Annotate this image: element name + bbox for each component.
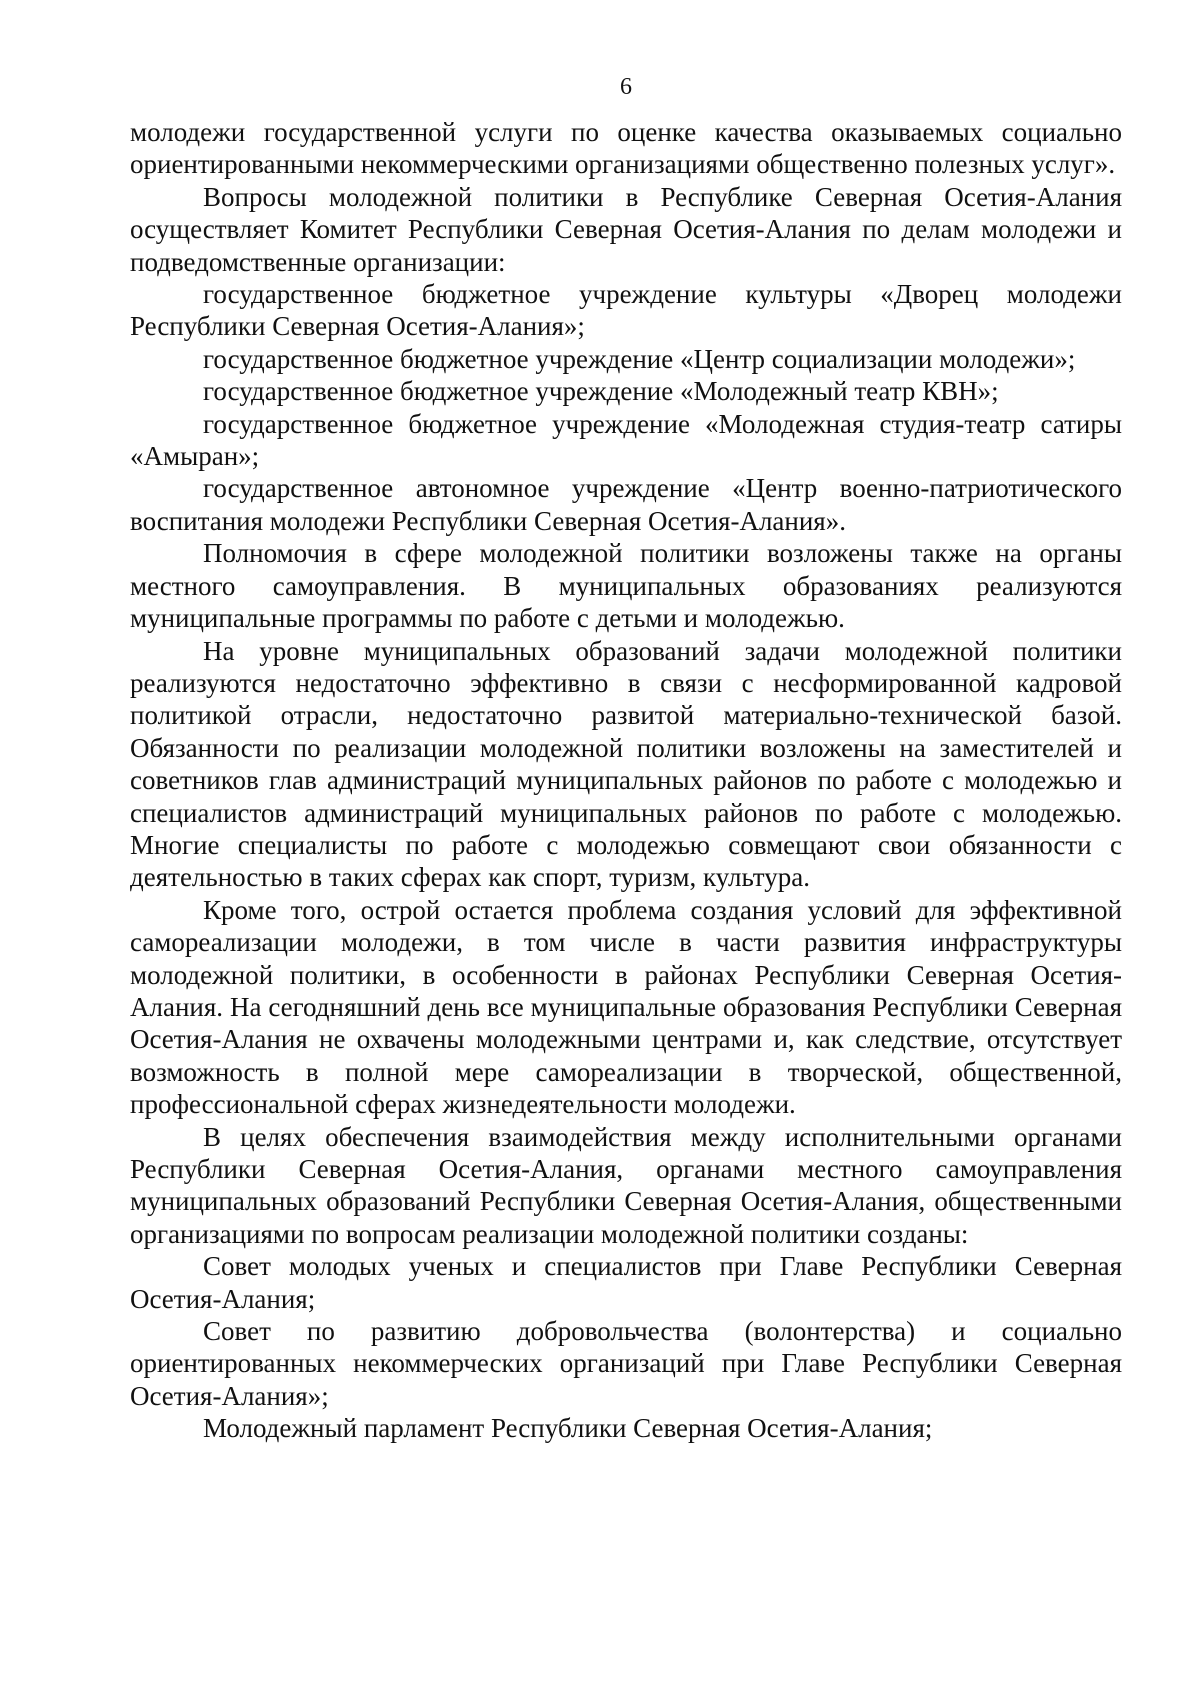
paragraph-continuation: молодежи государственной услуги по оценке качества оказываемых социально ориентированными некоммерческими организациями общественно полезных услуг». xyxy=(130,117,1122,180)
list-item-council: Совет по развитию добровольчества (волонтерства) и социально ориентированных некоммерческих организаций при Главе Республики Северная Осетия-Алания»; xyxy=(130,1316,1122,1411)
paragraph: На уровне муниципальных образований задачи молодежной политики реализуются недостаточно эффективно в связи с несформированной кадровой политикой отрасли, недостаточно развитой материально-технической базой. Обязанности по реализации молодежной политики возложены на заместителей и советников глав администраций муниципальных районов по работе с молодежью и специалистов администраций муниципальных районов по работе с молодежью. Многие специалисты по работе с молодежью совмещают свои обязанности с деятельностью в таких сферах как спорт, туризм, культура. xyxy=(130,635,1122,893)
document-body xyxy=(130,116,1122,1445)
list-item-council: Молодежный парламент Республики Северная Осетия-Алания; xyxy=(203,1413,933,1444)
list-item-council: Совет молодых ученых и специалистов при Главе Республики Северная Осетия-Алания; xyxy=(130,1251,1122,1314)
paragraph: Вопросы молодежной политики в Республике Северная Осетия-Алания осуществляет Комитет Республики Северная Осетия-Алания по делам молодежи и подведомственные организации: xyxy=(130,181,1122,277)
list-item-organization: государственное бюджетное учреждение «Молодежная студия-театр сатиры «Амыран»; xyxy=(130,408,1122,472)
list-item-organization: государственное бюджетное учреждение культуры «Дворец молодежи Республики Северная Осетия-Алания»; xyxy=(130,279,1122,342)
list-item-organization: государственное автономное учреждение «Центр военно-патриотического воспитания молодежи Республики Северная Осетия-Алания». xyxy=(130,473,1122,536)
list-item-organization: государственное бюджетное учреждение «Центр социализации молодежи»; xyxy=(203,343,1076,374)
paragraph: В целях обеспечения взаимодействия между исполнительными органами Республики Северная Осетия-Алания, органами местного самоуправления муниципальных образований Республики Северная Осетия-Алания, общественными организациями по вопросам реализации молодежной политики созданы: xyxy=(130,1121,1122,1249)
paragraph: Полномочия в сфере молодежной политики возложены также на органы местного самоуправления. В муниципальных образованиях реализуются муниципальные программы по работе с детьми и молодежью. xyxy=(130,538,1122,634)
paragraph: Кроме того, острой остается проблема создания условий для эффективной самореализации молодежи, в том числе в части развития инфраструктуры молодежной политики, в особенности в районах Республики Северная Осетия-Алания. На сегодняшний день все муниципальные образования Республики Северная Осетия-Алания не охвачены молодежными центрами и, как следствие, отсутствует возможность в полной мере самореализации в творческой, общественной, профессиональной сферах жизнедеятельности молодежи. xyxy=(130,894,1122,1120)
list-item-organization: государственное бюджетное учреждение «Молодежный театр КВН»; xyxy=(203,376,999,407)
page-number: 6 xyxy=(620,74,632,100)
